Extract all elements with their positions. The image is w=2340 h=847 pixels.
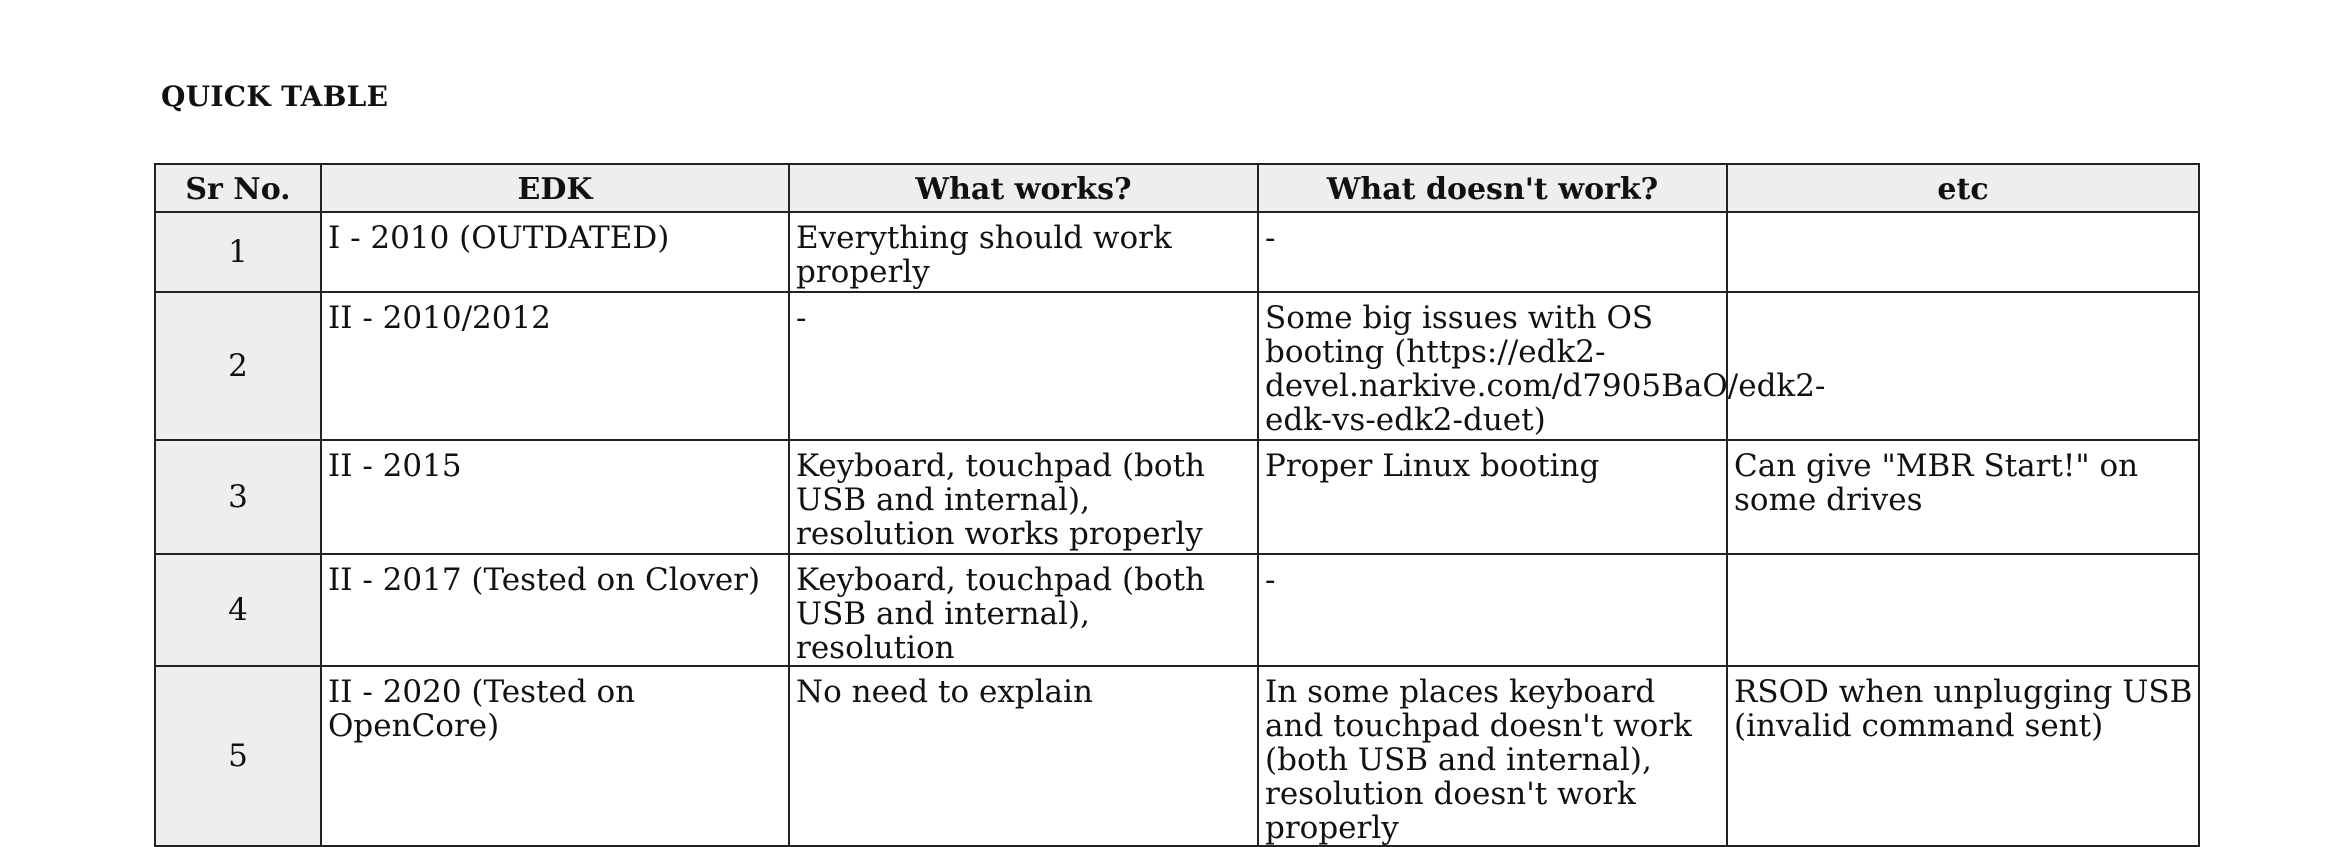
- cell-sr-no: 2: [155, 292, 321, 440]
- cell-what-works: Everything should work properly: [789, 212, 1258, 292]
- column-header-edk: EDK: [321, 164, 789, 212]
- cell-etc: [1727, 554, 2199, 666]
- cell-what-works: Keyboard, touchpad (both USB and internal), resolution: [789, 554, 1258, 666]
- cell-edk: II - 2015: [321, 440, 789, 554]
- cell-sr-no: 4: [155, 554, 321, 666]
- cell-etc: RSOD when unplugging USB (invalid command sent): [1727, 666, 2199, 846]
- column-header-sr-no: Sr No.: [155, 164, 321, 212]
- cell-edk: II - 2010/2012: [321, 292, 789, 440]
- cell-edk: II - 2017 (Tested on Clover): [321, 554, 789, 666]
- cell-sr-no: 1: [155, 212, 321, 292]
- table-row: [155, 554, 2199, 666]
- cell-sr-no: 3: [155, 440, 321, 554]
- column-header-what-doesnt-work: What doesn't work?: [1258, 164, 1727, 212]
- table-row: [155, 212, 2199, 292]
- cell-what-doesnt-work: -: [1258, 212, 1727, 292]
- cell-edk: I - 2010 (OUTDATED): [321, 212, 789, 292]
- quick-table: [154, 163, 2200, 847]
- table-row: [155, 440, 2199, 554]
- cell-what-works: -: [789, 292, 1258, 440]
- page-title: QUICK TABLE: [161, 80, 389, 113]
- table-header-row: [155, 164, 2199, 212]
- column-header-what-works: What works?: [789, 164, 1258, 212]
- cell-what-doesnt-work: Some big issues with OS booting (https://edk2-devel.narkive.com/d7905BaO/edk2-edk-vs-edk2-duet): [1258, 292, 1727, 440]
- cell-what-doesnt-work: -: [1258, 554, 1727, 666]
- cell-what-doesnt-work: Proper Linux booting: [1258, 440, 1727, 554]
- column-header-etc: etc: [1727, 164, 2199, 212]
- cell-etc: [1727, 292, 2199, 440]
- cell-edk: II - 2020 (Tested on OpenCore): [321, 666, 789, 846]
- table-row: [155, 292, 2199, 440]
- cell-etc: [1727, 212, 2199, 292]
- cell-etc: Can give "MBR Start!" on some drives: [1727, 440, 2199, 554]
- cell-what-works: Keyboard, touchpad (both USB and internal), resolution works properly: [789, 440, 1258, 554]
- cell-sr-no: 5: [155, 666, 321, 846]
- cell-what-doesnt-work: In some places keyboard and touchpad doesn't work (both USB and internal), resolution doesn't work properly: [1258, 666, 1727, 846]
- cell-what-works: No need to explain: [789, 666, 1258, 846]
- table-row: [155, 666, 2199, 846]
